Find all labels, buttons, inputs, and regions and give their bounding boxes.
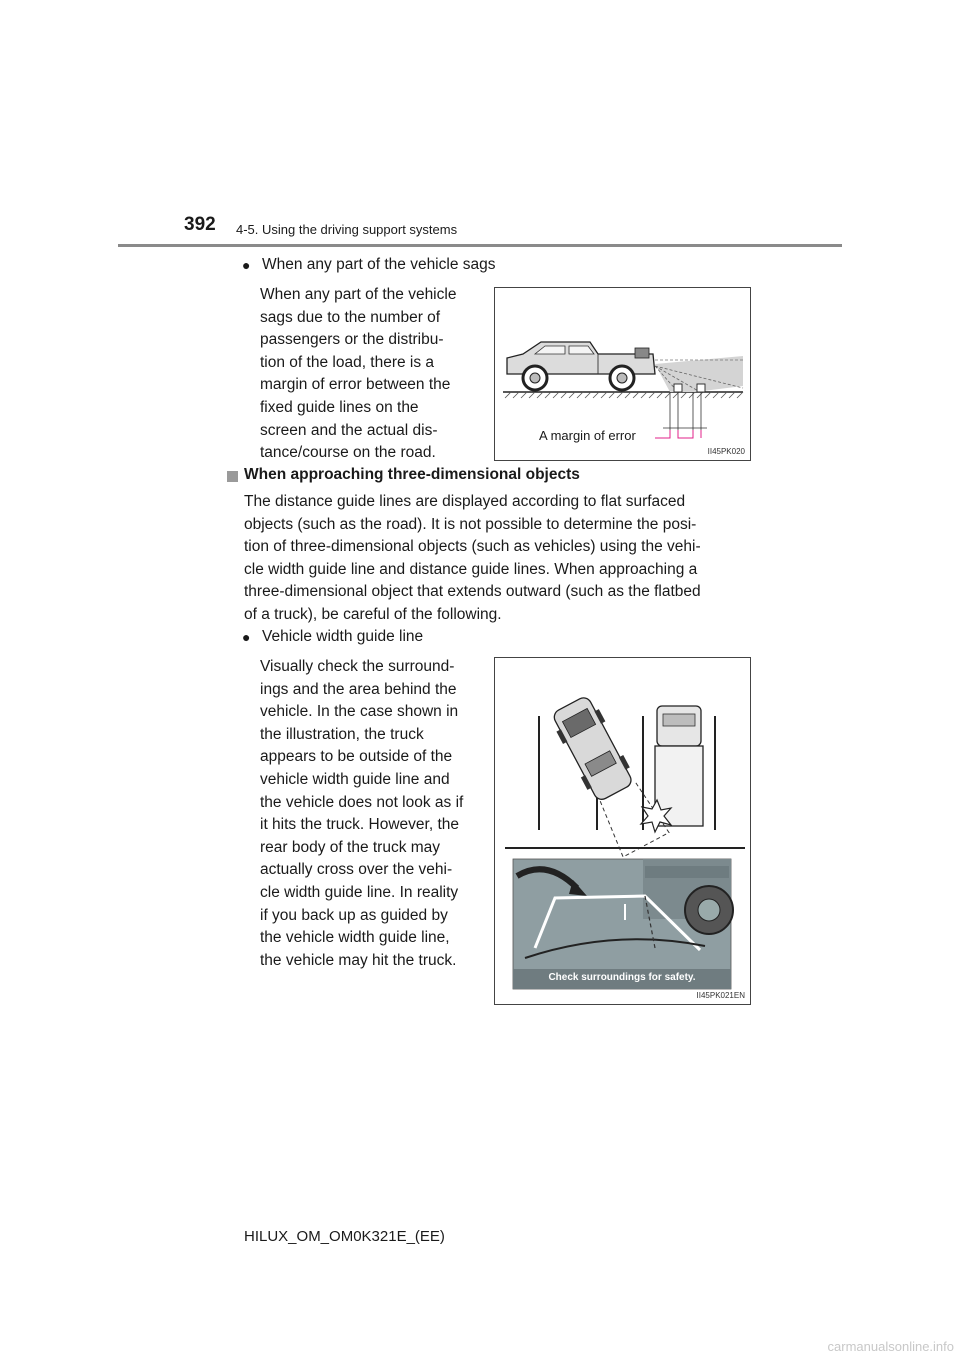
- document-id: HILUX_OM_OM0K321E_(EE): [244, 1228, 445, 1245]
- section-title: 4-5. Using the driving support systems: [236, 222, 458, 237]
- text-line: When any part of the vehicle: [260, 286, 457, 303]
- text-line: The distance guide lines are displayed according to flat surfaced: [244, 493, 686, 510]
- text-line: margin of error between the: [260, 376, 451, 394]
- width-item-body: [260, 656, 479, 972]
- text-line: the vehicle width guide line,: [260, 929, 450, 947]
- section-heading: When approaching three-dimensional objects: [244, 466, 580, 483]
- text-line: vehicle. In the case shown in: [260, 703, 459, 721]
- figure-code: II45PK021EN: [696, 991, 745, 1000]
- sag-item-title: When any part of the vehicle sags: [262, 256, 496, 273]
- text-line: it hits the truck. However, the: [260, 816, 460, 834]
- text-line: sags due to the number of: [260, 308, 441, 326]
- page-number: 392: [184, 214, 216, 235]
- bullet-icon: ●: [242, 629, 251, 645]
- figure-width-guide: [494, 657, 751, 1005]
- figure-code: II45PK020: [707, 447, 745, 456]
- text-line: the vehicle does not look as if: [260, 793, 464, 811]
- text-line: the illustration, the truck: [260, 725, 424, 743]
- bullet-icon: ●: [242, 257, 251, 273]
- text-line: cle width guide line. In reality: [260, 883, 459, 901]
- text-line: appears to be outside of the: [260, 748, 453, 766]
- width-guide-illustration: [495, 658, 750, 1004]
- camera-screen-caption: Check surroundings for safety.: [548, 972, 696, 983]
- header-rule: [118, 244, 842, 247]
- text-line: tion of three-dimensional objects (such as vehicles) using the vehi-: [244, 538, 701, 556]
- width-item-title: Vehicle width guide line: [262, 628, 424, 645]
- text-line: the vehicle may hit the truck.: [260, 951, 457, 969]
- text-line: fixed guide lines on the: [260, 398, 419, 416]
- sag-item-body: [260, 284, 479, 465]
- text-line: passengers or the distribu-: [260, 331, 444, 349]
- section-marker-icon: [227, 469, 238, 487]
- text-line: vehicle width guide line and: [260, 770, 450, 788]
- watermark: carmanualsonline.info: [827, 1339, 954, 1354]
- text-line: cle width guide line and distance guide lines. When approaching a: [244, 560, 698, 578]
- text-line: Visually check the surround-: [260, 658, 455, 675]
- text-line: ings and the area behind the: [260, 680, 457, 698]
- text-line: if you back up as guided by: [260, 906, 448, 924]
- text-line: tion of the load, there is a: [260, 353, 435, 371]
- text-line: actually cross over the vehi-: [260, 861, 453, 879]
- text-line: rear body of the truck may: [260, 838, 441, 856]
- text-line: objects (such as the road). It is not possible to determine the posi-: [244, 515, 697, 533]
- margin-of-error-callout: A margin of error: [539, 428, 636, 443]
- text-line: tance/course on the road.: [260, 444, 436, 462]
- text-line: of a truck), be careful of the following.: [244, 605, 502, 623]
- text-line: three-dimensional object that extends outward (such as the flatbed: [244, 583, 701, 601]
- text-line: screen and the actual dis-: [260, 421, 438, 439]
- figure-vehicle-sag: [494, 287, 751, 461]
- three-d-section-body: [244, 491, 744, 627]
